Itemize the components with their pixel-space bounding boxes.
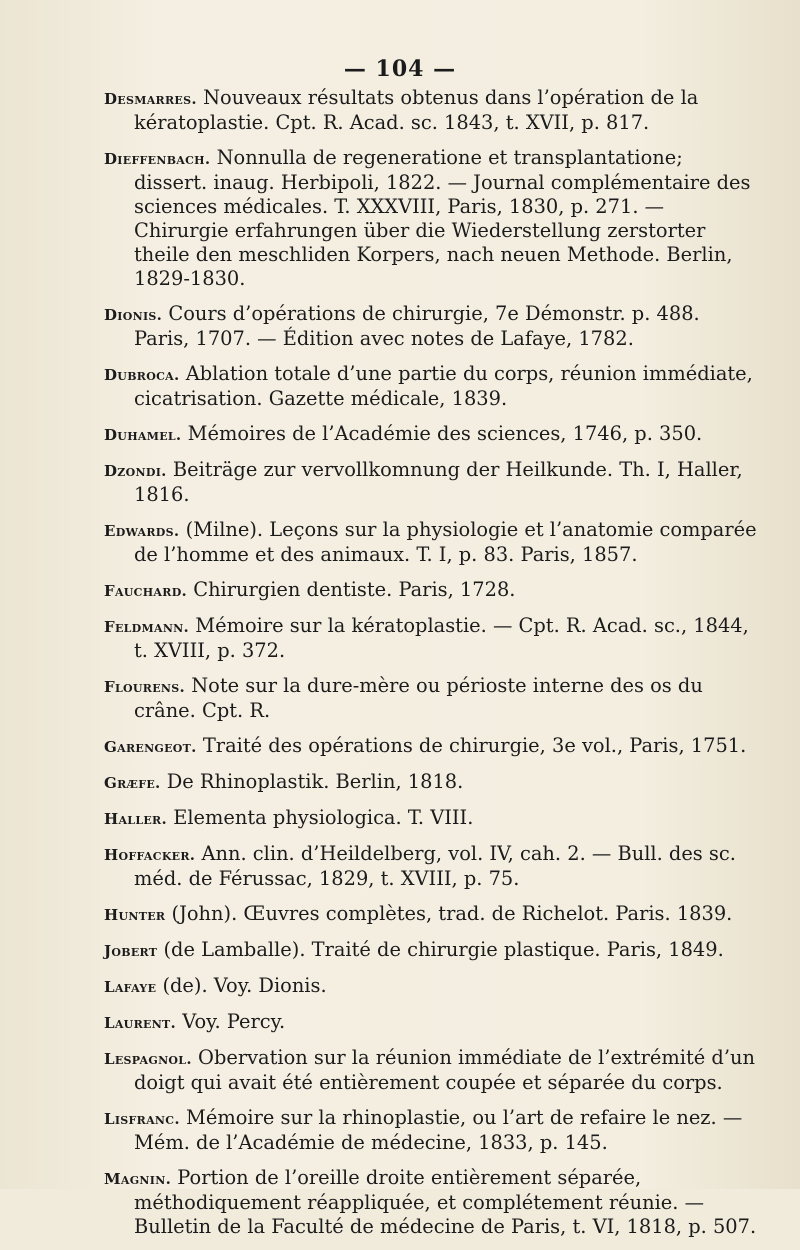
- entry-text: Mémoire sur la kératoplastie. — Cpt. R. Acad. sc., 1844, t. XVIII, p. 372.: [134, 614, 749, 662]
- bibliography-entry: [104, 806, 760, 831]
- bibliography-entry: [104, 422, 760, 447]
- entry-author: Laurent.: [104, 1014, 177, 1032]
- entry-text: Nouveaux résultats obtenus dans l’opération de la kératoplastie. Cpt. R. Acad. sc. 1843, t. XVII, p. 817.: [134, 86, 699, 134]
- entry-author: Lespagnol.: [104, 1050, 192, 1068]
- entry-text: Traité des opérations de chirurgie, 3e vol., Paris, 1751.: [202, 734, 747, 757]
- entry-author: Jobert: [104, 942, 158, 960]
- entry-author: Dionis.: [104, 306, 163, 324]
- entry-author: Edwards.: [104, 522, 180, 540]
- entry-text: Ablation totale d’une partie du corps, réunion immédiate, cicatrisation. Gazette médicale, 1839.: [134, 362, 753, 410]
- bibliography-entry: [104, 974, 760, 999]
- entry-author: Magnin.: [104, 1170, 172, 1188]
- entry-text: Elementa physiologica. T. VIII.: [173, 806, 474, 829]
- entry-text: (John). Œuvres complètes, trad. de Richelot. Paris. 1839.: [171, 902, 733, 925]
- entry-text: (de). Voy. Dionis.: [162, 974, 327, 997]
- entry-author: Hunter: [104, 906, 166, 924]
- bibliography-entry: [104, 614, 760, 663]
- entry-text: (Milne). Leçons sur la physiologie et l’anatomie comparée de l’homme et des animaux. T. I, p. 83. Paris, 1857.: [134, 518, 757, 566]
- entry-author: Dubroca.: [104, 366, 180, 384]
- page-number: — 104 —: [343, 56, 457, 82]
- bibliography-entry: [104, 1166, 760, 1239]
- entry-author: Haller.: [104, 810, 168, 828]
- entry-text: Nonnulla de regeneratione et transplantatione; dissert. inaug. Herbipoli, 1822. — Journal complémentaire des sciences médicales. T. XXXVIII, Paris, 1830, p. 271. — Chirurgie erfahrungen über die Wiederstellung zerstorter theile den meschliden Korpers, nach neuen Methode. Berlin, 1829-1830.: [134, 146, 751, 290]
- entry-author: Lafaye: [104, 978, 157, 996]
- entry-author: Flourens.: [104, 678, 186, 696]
- bibliography-entry: [104, 734, 760, 759]
- bibliography-entry: [104, 518, 760, 567]
- entry-text: Obervation sur la réunion immédiate de l’extrémité d’un doigt qui avait été entièrement coupée et séparée du corps.: [134, 1046, 755, 1094]
- bibliography-entry: [104, 1106, 760, 1155]
- bibliography-entry: [104, 902, 760, 927]
- entry-text: Ann. clin. d’Heildelberg, vol. IV, cah. 2. — Bull. des sc. méd. de Férussac, 1829, t. XVIII, p. 75.: [134, 842, 736, 890]
- bibliography-entry: [104, 302, 760, 351]
- entry-text: Voy. Percy.: [182, 1010, 286, 1033]
- bibliography-entry: [104, 770, 760, 795]
- bibliography-entry: [104, 86, 760, 135]
- bibliography-entry: [104, 938, 760, 963]
- entry-text: Mémoire sur la rhinoplastie, ou l’art de refaire le nez. — Mém. de l’Académie de médecine, 1833, p. 145.: [134, 1106, 743, 1154]
- bibliography-entry: [104, 362, 760, 411]
- entry-text: De Rhinoplastik. Berlin, 1818.: [166, 770, 464, 793]
- bibliography-entry: [104, 578, 760, 603]
- entry-author: Garengeot.: [104, 738, 197, 756]
- entry-author: Fauchard.: [104, 582, 188, 600]
- bibliography-entry: [104, 842, 760, 891]
- bibliography-entry: [104, 146, 760, 291]
- bibliography-entry: [104, 458, 760, 507]
- bibliography-list: [104, 86, 760, 1250]
- entry-author: Lisfranc.: [104, 1110, 180, 1128]
- entry-text: Beiträge zur vervollkomnung der Heilkunde. Th. I, Haller, 1816.: [134, 458, 743, 506]
- entry-author: Duhamel.: [104, 426, 182, 444]
- entry-author: Feldmann.: [104, 618, 190, 636]
- entry-text: Cours d’opérations de chirurgie, 7e Démonstr. p. 488. Paris, 1707. — Édition avec notes de Lafaye, 1782.: [134, 302, 700, 350]
- bibliography-entry: [104, 674, 760, 723]
- bibliography-entry: [104, 1010, 760, 1035]
- entry-text: Note sur la dure-mère ou périoste interne des os du crâne. Cpt. R.: [134, 674, 703, 722]
- bibliography-entry: [104, 1046, 760, 1095]
- entry-text: Mémoires de l’Académie des sciences, 1746, p. 350.: [187, 422, 703, 445]
- entry-author: Hoffacker.: [104, 846, 196, 864]
- entry-author: Græfe.: [104, 774, 161, 792]
- entry-author: Dzondi.: [104, 462, 167, 480]
- entry-text: Portion de l’oreille droite entièrement séparée, méthodiquement réappliquée, et complétement réunie. — Bulletin de la Faculté de médecine de Paris, t. VI, 1818, p. 507.: [134, 1166, 757, 1238]
- entry-author: Dieffenbach.: [104, 150, 211, 168]
- entry-text: Chirurgien dentiste. Paris, 1728.: [193, 578, 516, 601]
- entry-author: Desmarres.: [104, 90, 197, 108]
- entry-text: (de Lamballe). Traité de chirurgie plastique. Paris, 1849.: [163, 938, 724, 961]
